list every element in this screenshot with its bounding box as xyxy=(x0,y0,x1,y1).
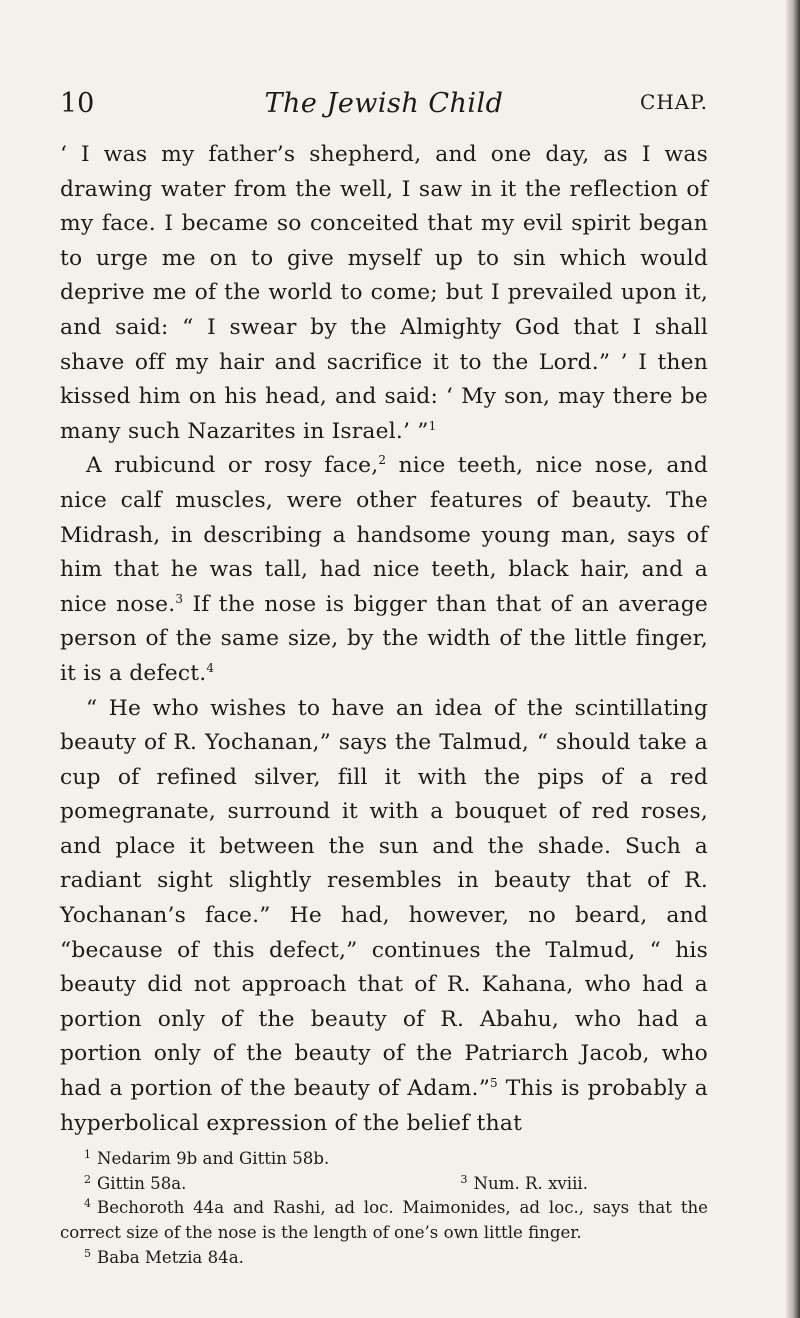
footnote-row-2-3 xyxy=(60,1172,708,1197)
paragraph-text: ‘ I was my father’s shepherd, and one day, as I was drawing water from the well, I saw in it the reflection of my face. I became so conceited that my evil spirit began to urge me on to give myself up to sin which would deprive me of the world to come; but I prevailed upon it, and said: “ I swear by the Almighty God that I shall shave off my hair and sacrifice it to the Lord.” ’ I then kissed him on his head, and said: ‘ My son, may there be many such Nazarites in Israel.’ ” xyxy=(60,142,708,444)
paragraph-text: nice teeth, nice nose, and nice calf muscles, were other features of beauty. The Midrash, in describing a handsome young man, says of him that he was tall, had nice teeth, black hair, and a nice nose. xyxy=(60,453,708,617)
body-text xyxy=(60,138,708,1141)
book-page xyxy=(60,88,708,1270)
footnote-text: Bechoroth 44a and Rashi, ad loc. Maimonides, ad loc., says that the correct size of the nose is the length of one’s own little finger. xyxy=(60,1198,708,1242)
footnote-5 xyxy=(60,1246,708,1271)
paragraph xyxy=(60,138,708,449)
footnote-text: Baba Metzia 84a. xyxy=(97,1247,244,1267)
paragraph-text: A rubicund or rosy face, xyxy=(86,453,379,479)
footnote-mark: 2 xyxy=(84,1172,91,1186)
footnote-text: Gittin 58a. xyxy=(97,1173,187,1193)
footnote-mark: 5 xyxy=(84,1246,91,1260)
footnote-1 xyxy=(60,1147,708,1172)
paragraph xyxy=(60,692,708,1142)
footnote-ref: 2 xyxy=(378,453,387,468)
footnote-3 xyxy=(461,1172,708,1197)
footnote-4 xyxy=(60,1196,708,1245)
page-edge-shadow xyxy=(786,0,800,1318)
footnote-2 xyxy=(84,1172,186,1197)
chapter-label: CHAP. xyxy=(640,90,708,114)
footnote-ref: 4 xyxy=(206,660,215,675)
footnotes xyxy=(60,1147,708,1270)
footnote-mark: 4 xyxy=(84,1197,91,1211)
paragraph xyxy=(60,449,708,691)
footnote-text: Num. R. xviii. xyxy=(473,1173,588,1193)
footnote-ref: 1 xyxy=(428,418,437,433)
footnote-ref: 3 xyxy=(175,591,184,606)
paragraph-text: If the nose is bigger than that of an average person of the same size, by the width of the little finger, it is a defect. xyxy=(60,591,708,686)
running-title: The Jewish Child xyxy=(264,88,504,119)
footnote-ref: 5 xyxy=(490,1076,498,1091)
paragraph-text: “ He who wishes to have an idea of the scintillating beauty of R. Yochanan,” says the Talmud, “ should take a cup of refined silver, fill it with the pips of a red pomegranate, surround it with a bouquet of red roses, and place it between the sun and the shade. Such a radiant sight slightly resembles in beauty that of R. Yochanan’s face.” He had, however, no beard, and “because of this defect,” continues the Talmud, “ his beauty did not approach that of R. Kahana, who had a portion only of the beauty of R. Abahu, who had a portion only of the beauty of the Patriarch Jacob, who had a portion of the beauty of Adam.” xyxy=(60,695,708,1102)
running-header xyxy=(60,88,708,138)
footnote-mark: 3 xyxy=(460,1172,468,1186)
footnote-mark: 1 xyxy=(84,1148,91,1162)
paragraph-text: This is probably a hyperbolical expression of the belief that xyxy=(60,1076,709,1136)
page-number: 10 xyxy=(60,88,95,119)
footnote-text: Nedarim 9b and Gittin 58b. xyxy=(97,1149,330,1169)
